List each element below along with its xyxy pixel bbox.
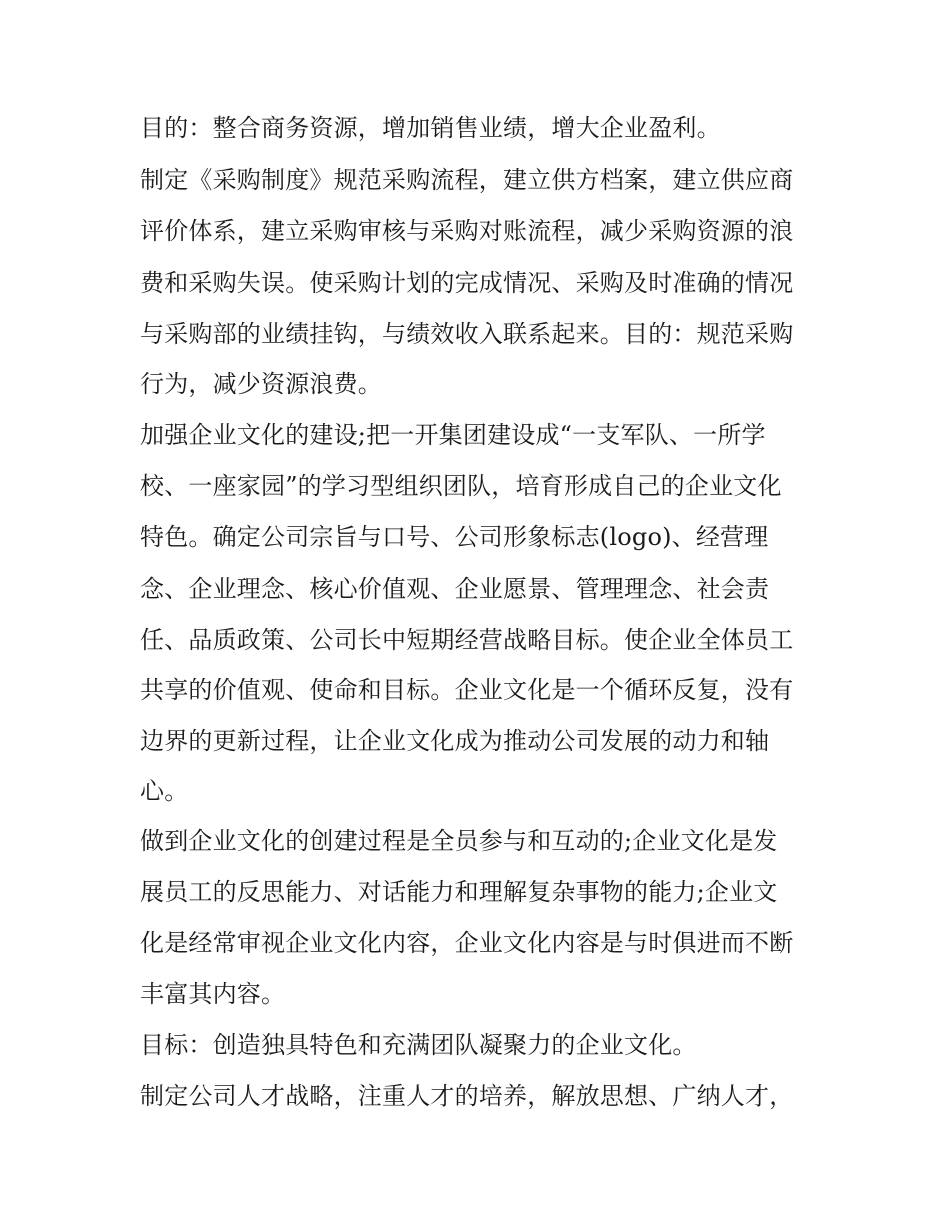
- text-line: 任、品质政策、公司长中短期经营战略目标。使企业全体员工: [140, 626, 794, 654]
- text-line: 费和采购失误。使采购计划的完成情况、采购及时准确的情况: [140, 269, 794, 297]
- text-line: 行为，减少资源浪费。: [140, 370, 382, 398]
- text-line: 特色。确定公司宗旨与口号、公司形象标志(logo)、经营理: [140, 523, 769, 551]
- text-line: 边界的更新过程，让企业文化成为推动公司发展的动力和轴: [140, 727, 770, 755]
- text-line: 化是经常审视企业文化内容，企业文化内容是与时俱进而不断: [140, 929, 794, 957]
- text-line: 共享的价值观、使命和目标。企业文化是一个循环反复，没有: [140, 676, 794, 704]
- text-line: 制定《采购制度》规范采购流程，建立供方档案，建立供应商: [140, 166, 794, 194]
- text-line: 目的：整合商务资源，增加销售业绩，增大企业盈利。: [140, 114, 721, 142]
- text-line: 目标：创造独具特色和充满团队凝聚力的企业文化。: [140, 1031, 697, 1059]
- text-line: 校、一座家园”的学习型组织团队，培育形成自己的企业文化: [140, 472, 782, 500]
- text-line: 念、企业理念、核心价值观、企业愿景、管理理念、社会责: [140, 575, 770, 603]
- text-line: 丰富其内容。: [140, 980, 286, 1008]
- text-line: 加强企业文化的建设;把一开集团建设成“一支军队、一所学: [140, 421, 766, 449]
- text-line: 展员工的反思能力、对话能力和理解复杂事物的能力;企业文: [140, 878, 778, 906]
- text-line: 心。: [140, 777, 189, 805]
- text-line: 评价体系，建立采购审核与采购对账流程，减少采购资源的浪: [140, 217, 794, 245]
- text-line: 与采购部的业绩挂钩，与绩效收入联系起来。目的：规范采购: [140, 320, 794, 348]
- text-line: 做到企业文化的创建过程是全员参与和互动的;企业文化是发: [140, 827, 778, 855]
- text-line: 制定公司人才战略，注重人才的培养，解放思想、广纳人才，: [140, 1082, 794, 1110]
